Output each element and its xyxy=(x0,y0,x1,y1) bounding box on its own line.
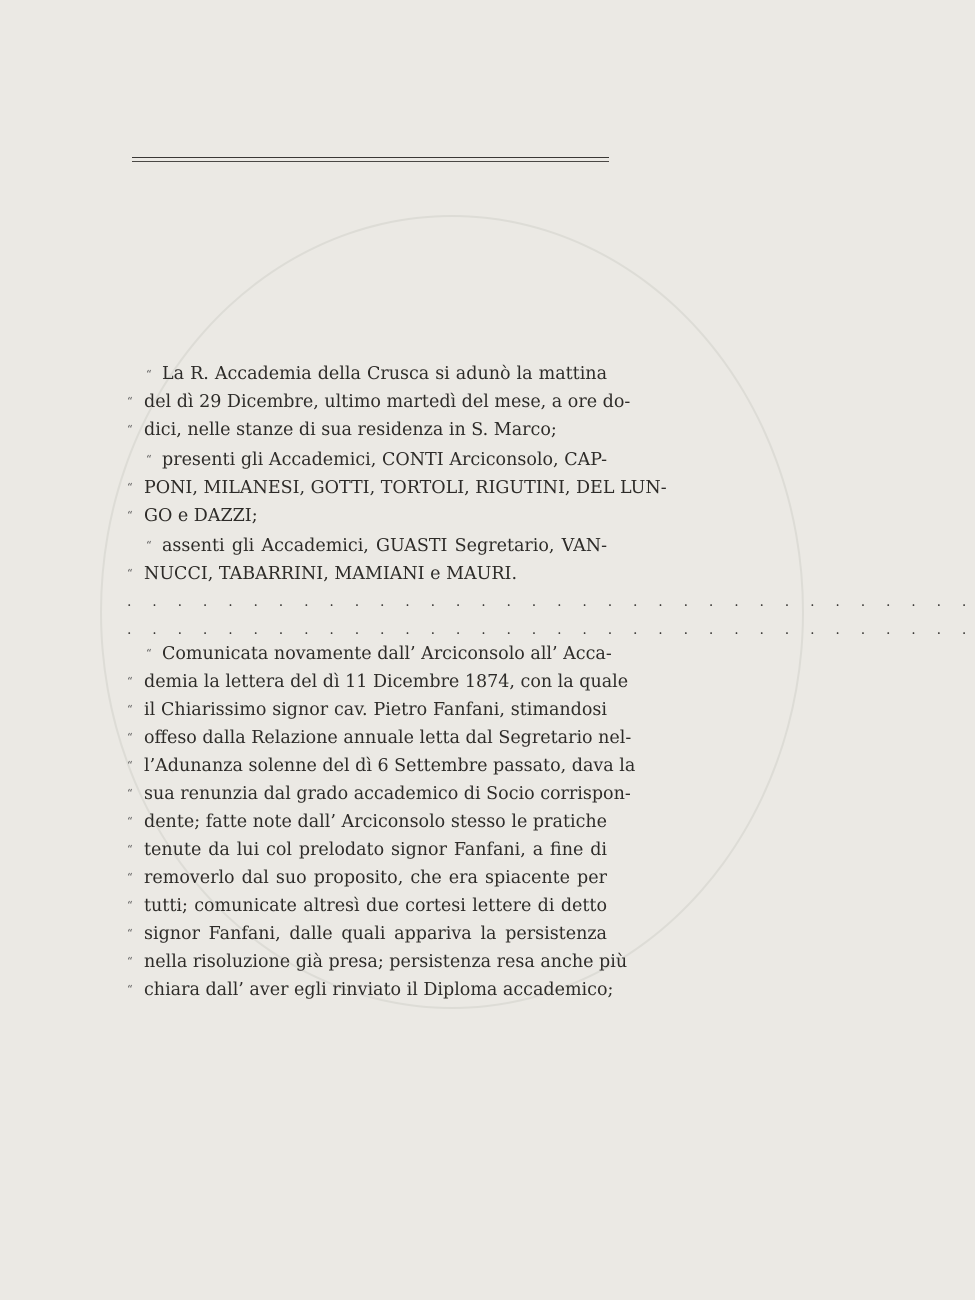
quote-mark: “ xyxy=(127,843,133,856)
quote-mark: “ xyxy=(127,395,133,408)
text-line xyxy=(127,752,636,780)
text-line xyxy=(127,640,612,668)
quote-mark: “ xyxy=(146,368,152,381)
quote-mark: “ xyxy=(127,759,133,772)
quote-mark: “ xyxy=(146,539,152,552)
text-line xyxy=(127,948,628,976)
quote-mark: “ xyxy=(127,567,133,580)
line-text: del dì 29 Dicembre, ultimo martedì del mese, a ore do- xyxy=(144,392,631,412)
quote-mark: “ xyxy=(127,423,133,436)
line-text: l’Adunanza solenne del dì 6 Settembre passato, dava la xyxy=(144,756,636,776)
line-text: removerlo dal suo proposito, che era spiacente per xyxy=(144,868,607,888)
quote-mark: “ xyxy=(127,815,133,828)
line-text: demia la lettera del dì 11 Dicembre 1874, con la quale xyxy=(144,672,629,692)
line-text: Comunicata novamente dall’ Arciconsolo all’ Acca- xyxy=(162,644,612,664)
line-text: nella risoluzione già presa; persistenza resa anche più xyxy=(144,952,628,972)
text-line xyxy=(127,976,614,1004)
text-line xyxy=(127,502,607,530)
quote-mark: “ xyxy=(127,509,133,522)
quote-mark: “ xyxy=(127,871,133,884)
quote-mark: “ xyxy=(127,955,133,968)
text-line xyxy=(127,416,607,444)
ellipsis-row: . . . . . . . . . . . . . . . . . . . . . . . . . . . . . . . . . . xyxy=(127,594,975,610)
quote-mark: “ xyxy=(127,787,133,800)
text-line xyxy=(127,360,607,388)
text-line xyxy=(127,388,631,416)
quote-mark: “ xyxy=(146,647,152,660)
ellipsis-row: . . . . . . . . . . . . . . . . . . . . . . . . . . . . . . . . . . xyxy=(127,622,975,638)
line-text: La R. Accademia della Crusca si adunò la mattina xyxy=(162,364,607,384)
quote-mark: “ xyxy=(127,927,133,940)
text-line xyxy=(127,446,607,474)
quote-mark: “ xyxy=(127,899,133,912)
line-text: dici, nelle stanze di sua residenza in S. Marco; xyxy=(144,420,557,440)
text-line xyxy=(127,920,607,948)
quote-mark: “ xyxy=(146,453,152,466)
text-line xyxy=(127,474,667,502)
line-text: dente; fatte note dall’ Arciconsolo stesso le pratiche xyxy=(144,812,607,832)
line-text: tenute da lui col prelodato signor Fanfani, a fine di xyxy=(144,840,607,860)
text-line xyxy=(127,532,607,560)
text-line xyxy=(127,864,607,892)
text-line xyxy=(127,668,629,696)
line-text: offeso dalla Relazione annuale letta dal Segretario nel- xyxy=(144,728,632,748)
line-text: sua renunzia dal grado accademico di Socio corrispon- xyxy=(144,784,631,804)
line-text: presenti gli Accademici, CONTI Arciconsolo, CAP- xyxy=(162,450,607,470)
header-rule-thin xyxy=(132,161,609,162)
line-text: chiara dall’ aver egli rinviato il Diploma accademico; xyxy=(144,980,614,1000)
quote-mark: “ xyxy=(127,675,133,688)
text-line xyxy=(127,780,631,808)
text-line xyxy=(127,560,607,588)
text-line xyxy=(127,696,607,724)
header-rule-thick xyxy=(132,157,609,158)
text-line xyxy=(127,892,607,920)
quote-mark: “ xyxy=(127,703,133,716)
line-text: GO e DAZZI; xyxy=(144,506,258,526)
line-text: il Chiarissimo signor cav. Pietro Fanfani, stimandosi xyxy=(144,700,607,720)
line-text: signor Fanfani, dalle quali appariva la persistenza xyxy=(144,924,607,944)
line-text: PONI, MILANESI, GOTTI, TORTOLI, RIGUTINI, DEL LUN- xyxy=(144,478,667,498)
line-text: NUCCI, TABARRINI, MAMIANI e MAURI. xyxy=(144,564,518,584)
text-line xyxy=(127,808,607,836)
line-text: tutti; comunicate altresì due cortesi lettere di detto xyxy=(144,896,607,916)
quote-mark: “ xyxy=(127,731,133,744)
text-line xyxy=(127,836,607,864)
line-text: assenti gli Accademici, GUASTI Segretario, VAN- xyxy=(162,536,607,556)
text-line xyxy=(127,724,632,752)
quote-mark: “ xyxy=(127,983,133,996)
quote-mark: “ xyxy=(127,481,133,494)
